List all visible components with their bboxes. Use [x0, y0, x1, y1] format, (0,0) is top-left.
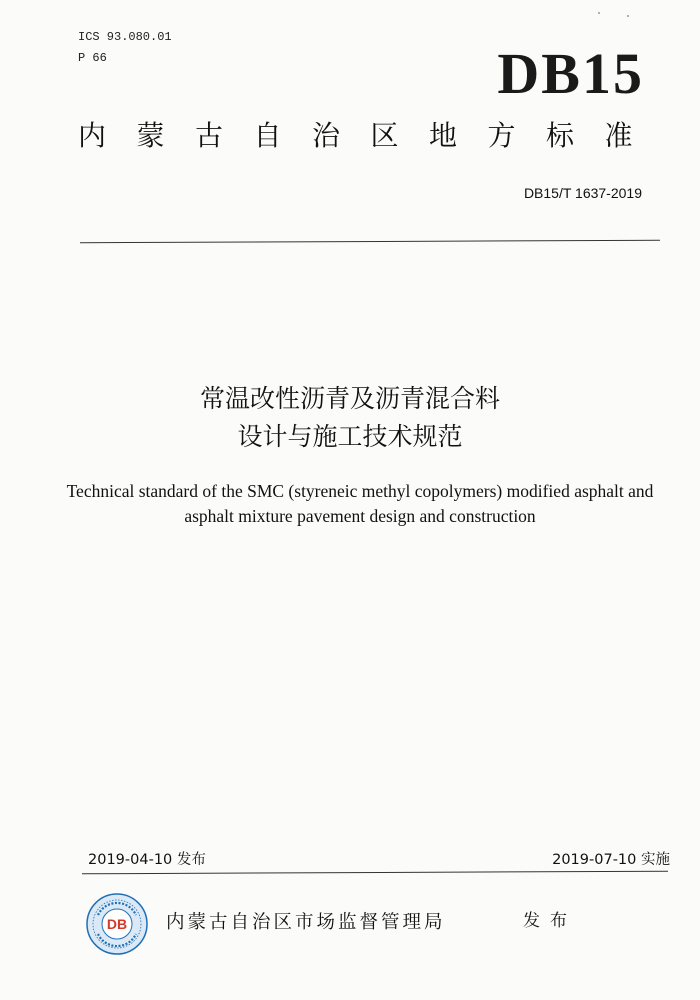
standard-type-title: 内蒙古自治区地方标准	[78, 119, 664, 152]
db-logo-icon	[86, 893, 148, 955]
standard-number: DB15/T 1637-2019	[523, 185, 642, 201]
top-divider	[80, 240, 660, 244]
logo-text: DB	[106, 916, 128, 932]
bottom-divider	[82, 871, 668, 875]
standard-code: DB15	[497, 41, 644, 106]
db-logo-graphic	[86, 893, 148, 955]
implementation-date: 2019-07-10 实施	[552, 852, 670, 868]
issue-date: 2019-04-10 发布	[88, 852, 206, 868]
ccs-code: P 66	[78, 51, 107, 65]
publisher-name: 内蒙古自治区市场监督管理局	[166, 912, 446, 933]
scan-speck	[598, 12, 600, 14]
scan-speck	[627, 15, 629, 17]
title-cn-line1: 常温改性沥青及沥青混合料	[199, 384, 500, 413]
ics-code: ICS 93.080.01	[78, 30, 172, 44]
title-cn-line2: 设计与施工技术规范	[237, 422, 463, 451]
title-en-line2: asphalt mixture pavement design and construction	[184, 506, 536, 526]
title-en-line1: Technical standard of the SMC (styreneic methyl copolymers) modified asphalt and	[66, 481, 654, 501]
publish-label: 发布	[523, 911, 577, 931]
